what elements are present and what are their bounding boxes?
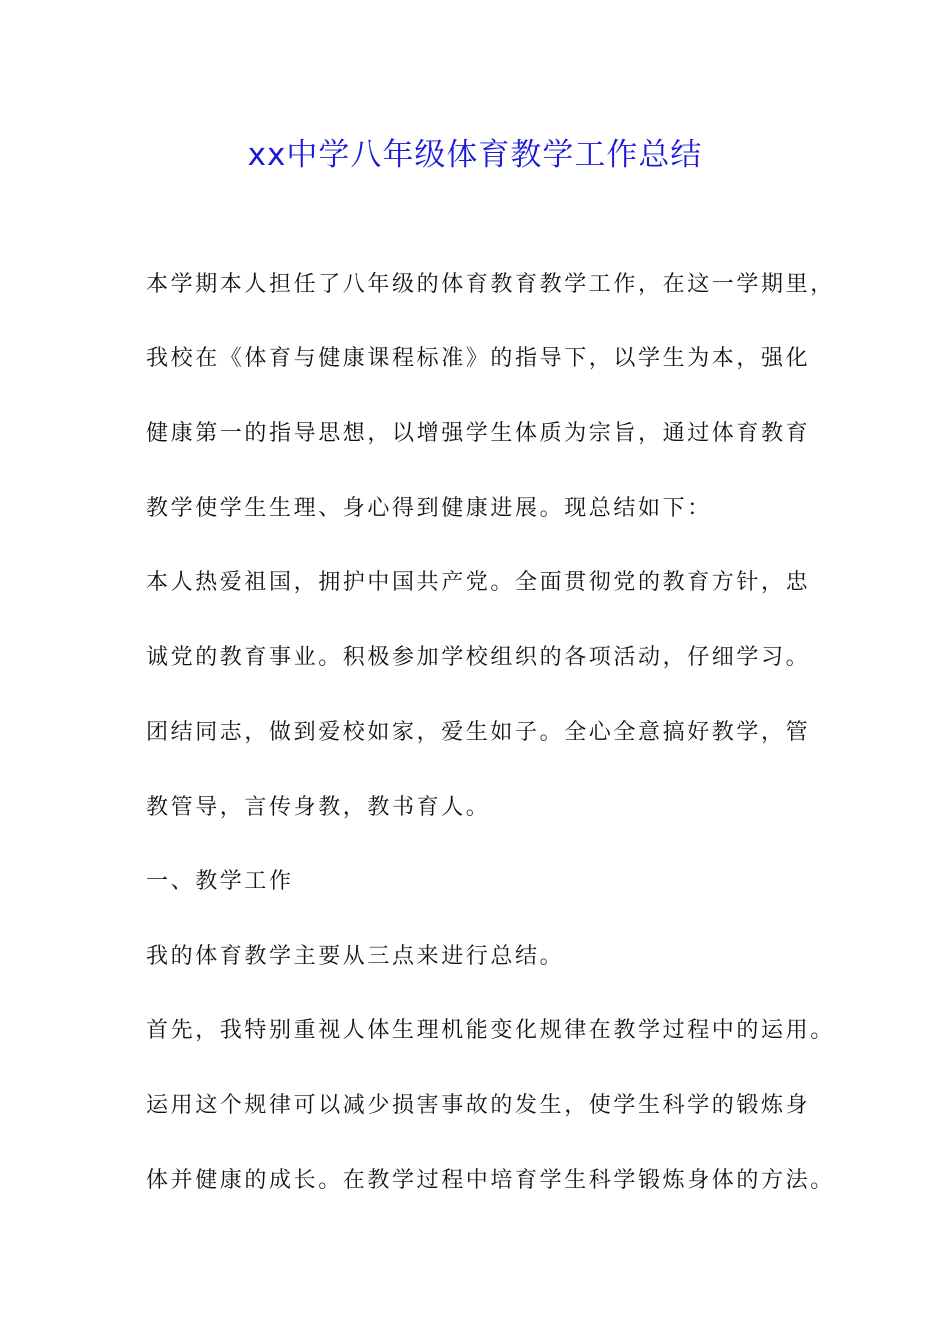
paragraph-line: 团结同志，做到爱校如家，爱生如子。全心全意搞好教学，管	[146, 720, 811, 745]
paragraph-line: 运用这个规律可以减少损害事故的发生，使学生科学的锻炼身	[146, 1093, 811, 1118]
paragraph-line: 首先，我特别重视人体生理机能变化规律在教学过程中的运用。	[146, 1018, 835, 1043]
paragraph-line: 我校在《体育与健康课程标准》的指导下，以学生为本，强化	[146, 346, 811, 371]
section-heading: 一、教学工作	[146, 869, 294, 894]
paragraph-line: 教学使学生生理、身心得到健康进展。现总结如下：	[146, 496, 712, 521]
document-title: xx中学八年级体育教学工作总结	[247, 137, 703, 173]
paragraph-line: 诚党的教育事业。积极参加学校组织的各项活动，仔细学习。	[146, 645, 811, 670]
paragraph-line: 健康第一的指导思想，以增强学生体质为宗旨，通过体育教育	[146, 421, 811, 446]
paragraph-line: 本学期本人担任了八年级的体育教育教学工作，在这一学期里，	[146, 272, 835, 297]
paragraph-line: 我的体育教学主要从三点来进行总结。	[146, 944, 565, 969]
paragraph-line: 教管导，言传身教，教书育人。	[146, 795, 491, 820]
paragraph-line: 本人热爱祖国，拥护中国共产党。全面贯彻党的教育方针，忠	[146, 570, 811, 595]
paragraph-line: 体并健康的成长。在教学过程中培育学生科学锻炼身体的方法。	[146, 1168, 835, 1193]
